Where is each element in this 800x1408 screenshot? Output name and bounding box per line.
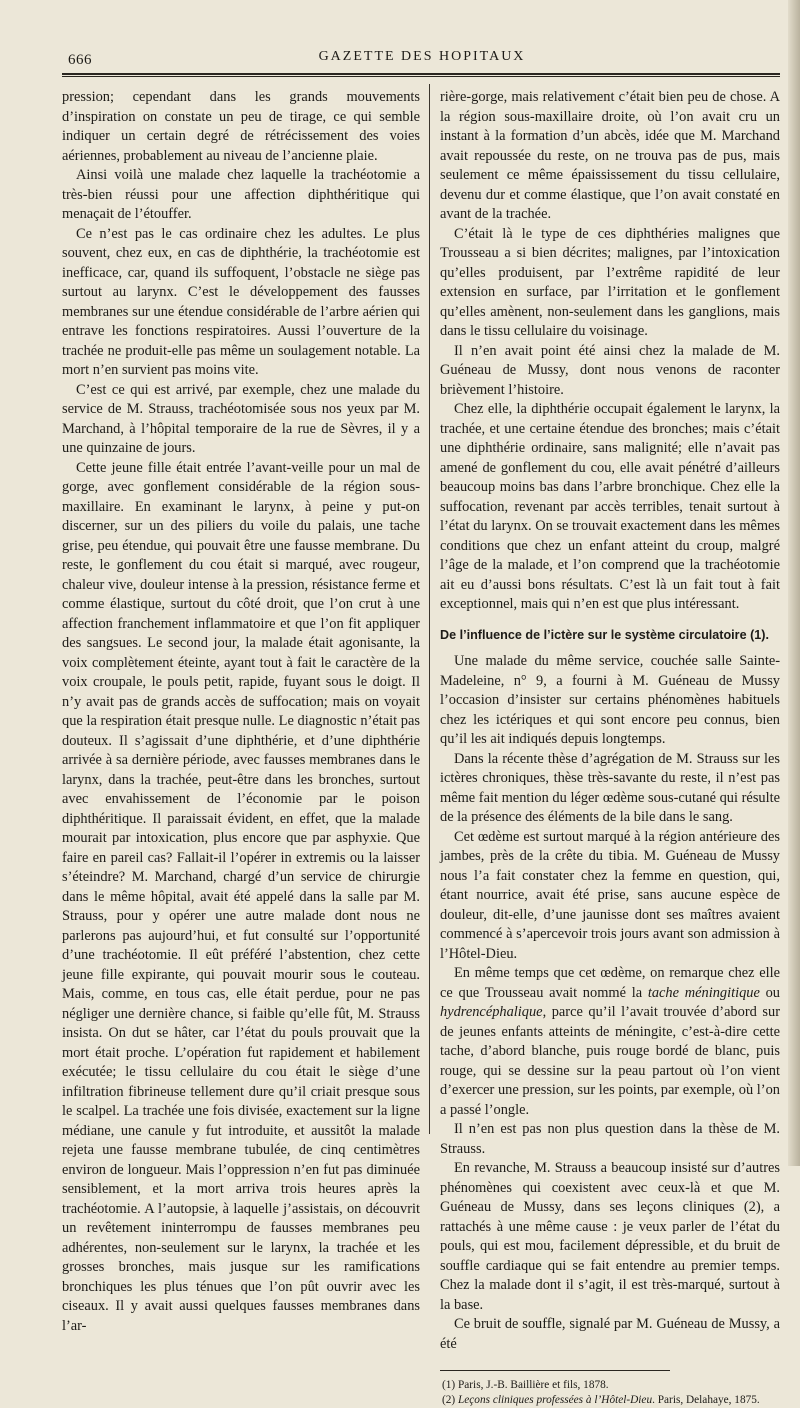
paragraph: Ce bruit de souffle, signalé par M. Guéneau de Mussy, a été <box>440 1316 780 1352</box>
paragraph: Il n’en est pas non plus question dans la thèse de M. Strauss. <box>440 1121 780 1157</box>
paragraph: Ainsi voilà une malade chez laquelle la trachéotomie a très-bien réussi pour une affection diphthéritique qui menaçait de l’étouffer. <box>62 167 420 222</box>
footnote-text: (2) <box>442 1394 458 1406</box>
paragraph: Cette jeune fille était entrée l’avant-veille pour un mal de gorge, avec gonflement considérable de la région sous-maxillaire. En examinant le larynx, à peine y put-on discerner, sur un des piliers du voile du palais, une tache grise, peu étendue, qui pouvait être une fausse membrane. Du reste, le gonflement du cou était si marqué, avec rougeur, chaleur vive, douleur intense à la pression, résistance ferme et comme élastique, surtout du côté droit, que l’on crut à une affection franchement inflammatoire et que l’on fit appliquer des sangsues. Le second jour, la malade était agonisante, la voix complètement éteinte, ayant tout à fait le caractère de la voix croupale, le pouls petit, rapide, fuyant sous le doigt. Il n’y avait pas de grands accès de suffocation; mais on voyait que la respiration était presque nulle. Le diagnostic n’était pas douteux. Il s’agissait d’une diphthérie, et d’une diphthérie arrivée à sa dernière période, avec fausses membranes dans le larynx, dans la trachée, peut-être dans les bronches, surtout avec envahissement de l’économie par le poison diphthéritique. Il paraissait évident, en effet, que la malade mourait par intoxication, plus encore que par asphyxie. Que faire en pareil cas? Fallait-il l’opérer in extremis ou la laisser s’éteindre? M. Marchand, chargé d’un service de chirurgie dans le même hôpital, avait été appelé dans la salle par M. Strauss, pour y opérer une autre malade dont nous ne parlerons pas aujourd’hui, et fut consulté sur l’opportunité d’une trachéotomie. Il eût préféré l’abstention, chez cette jeune fille expirante, qui pouvait mourir sous le couteau. Mais, comme, en tous cas, elle était perdue, pour ne pas négliger une dernière chance, si faible qu’elle fût, M. Strauss insista. On dut se hâter, car l’état du pouls prouvait que la mort était proche. L’opération fut rapidement et habilement exécutée; le tissu cellulaire du cou était le siège d’une infiltration fibrineuse tellement dure qu’il criait presque sous le scalpel. La trachée une fois divisée, exactement sur la ligne médiane, une canule y fut introduite, et aussitôt la malade rejeta une fausse membrane tubulée, de cinq centimètres environ de longueur. Mais l’oppression n’en fut pas diminuée sensiblement, et la mort arriva trois heures après la trachéotomie. A l’autopsie, à laquelle j’assistais, on découvrit un revêtement ininterrompu de fausses membranes peu adhérentes, non-seulement sur le larynx, la trachée et les grosses bronches, mais jusque sur les ramifications bronchiques les plus ténues que l’on pût ouvrir avec les ciseaux. Il y avait aussi quelques fausses membranes dans l’ar- <box>62 459 420 1334</box>
paragraph-tache <box>440 964 780 1120</box>
right-column <box>440 88 780 1408</box>
italic-term: tache méningitique <box>647 984 760 1001</box>
section-heading: De l’influence de l’ictère sur le système circulatoire (1). <box>440 627 769 642</box>
paragraph: Ce n’est pas le cas ordinaire chez les adultes. Le plus souvent, chez eux, en cas de diphthérie, la trachéotomie est inefficace, car, quand ils suffoquent, l’obstacle ne siège pas surtout au larynx. C’est le développement des fausses membranes sur une étendue considérable de l’arbre aérien qui entrave les fonctions respiratoires. Aussi l’ouverture de la trachée ne produit-elle pas même un soulagement notable. La mort n’en survient pas moins vite. <box>62 225 420 378</box>
paragraph: Cet œdème est surtout marqué à la région antérieure des jambes, près de la crête du tibia. M. Guéneau de Mussy nous l’a fait constater chez la femme en question, qui, étant nourrice, avait été prise, sans aucune espèce de douleur, dit-elle, d’une jaunisse dont ses maîtres avaient commencé à s’apercevoir trois jours avant son admission à l’Hôtel-Dieu. <box>440 828 780 962</box>
paragraph: Dans la récente thèse d’agrégation de M. Strauss sur les ictères chroniques, thèse très-savante du reste, il n’est pas même fait mention du léger œdème sous-cutané qui résulte de la présence des éléments de la bile dans le sang. <box>440 750 780 825</box>
text-run: ou <box>759 984 780 1001</box>
paragraph: C’était là le type de ces diphthéries malignes que Trousseau a si bien décrites; malignes, par l’intoxication qu’elles produisent, par l’extrême rapidité de leur extension en surface, par l’irritation et le gonflement qu’elles amènent, non-seulement dans les ganglions, mais dans le tissu cellulaire du voisinage. <box>440 225 780 339</box>
paragraph: Une malade du même service, couchée salle Sainte-Madeleine, n° 9, a fourni à M. Guéneau de Mussy l’occasion d’insister sur certains phénomènes habituels chez les ictériques et qui sont encore peu connus, bien qu’il les ait indiqués depuis longtemps. <box>440 653 780 747</box>
page-spine-shadow <box>788 0 800 1166</box>
footnote <box>442 1393 780 1408</box>
footnote: (1) Paris, J.-B. Baillière et fils, 1878. <box>442 1379 609 1391</box>
paragraph: rière-gorge, mais relativement c’était bien peu de chose. A la région sous-maxillaire droite, où l’on avait cru un instant à la formation d’un abcès, idée que M. Marchand avait repoussée du reste, on ne trouva pas de pus, mais seulement ce même épaississement du tissu cellulaire, devenu dur et comme élastique, que l’on avait constaté en avant de la trachée. <box>440 89 780 222</box>
paragraph: Chez elle, la diphthérie occupait également le larynx, la trachée, et une certaine étendue des bronches; mais c’était une diphthérie ordinaire, sans malignité; elle n’avait pas amené de gonflement du cou, elle avait pénétré d’ailleurs beaucoup moins bas dans l’arbre bronchique. Chez elle la suffocation, revenant par accès terribles, tenait surtout à l’état du larynx. On se trouvait exactement dans les mêmes conditions que chez un enfant atteint du croup, malgré l’âge de la malade, et l’on comprend que la trachéotomie ait eu d’aussi bons résultats. C’est là un fait tout à fait exceptionnel, mais qui n’en est que plus intéressant. <box>440 401 780 612</box>
left-column <box>62 88 420 1336</box>
text-run: En même temps que cet œdème, on remarque chez elle ce que Trousseau avait nommé la <box>440 965 780 1001</box>
paragraph: pression; cependant dans les grands mouvements d’inspiration on constate un peu de tirage, ce qui semble indiquer un certain degré de rétrécissement des voies aériennes, probablement au niveau de l’ancienne plaie. <box>62 89 420 164</box>
italic-term: hydrencéphalique <box>440 1004 543 1020</box>
page-number: 666 <box>68 52 92 68</box>
paragraph: Il n’en avait point été ainsi chez la malade de M. Guéneau de Mussy, dont nous venons de raconter brièvement l’histoire. <box>440 342 780 398</box>
paragraph: En revanche, M. Strauss a beaucoup insisté sur d’autres phénomènes qui coexistent avec ceux-là et que M. Guéneau de Mussy, dans ses leçons cliniques (2), a rattachés à une même cause : je veux parler de l’état du pouls, qui est mou, facilement dépressible, et du bruit de souffle cardiaque qui se fait entendre au premier temps. Chez la malade dont il s’agit, il est très-marqué, surtout à la base. <box>440 1160 780 1313</box>
footnote-rule <box>440 1370 670 1371</box>
header-rule-thick <box>62 73 780 75</box>
header-rule-thin <box>62 76 780 77</box>
paragraph: C’est ce qui est arrivé, par exemple, chez une malade du service de M. Strauss, trachéotomisée sous nos yeux par M. Marchand, à l’hôpital temporaire de la rue de Sèvres, il y a une quinzaine de jours. <box>62 381 420 456</box>
footnote-title: Leçons cliniques professées à l’Hôtel-Dieu <box>458 1394 653 1406</box>
text-run: , parce qu’il l’avait trouvée d’abord sur de jeunes enfants atteints de méningite, c’est-à-dire cette tache, d’abord blanche, puis rouge bordé de blanc, puis rouge, qui se dessine sur la peau partout où l’on vient d’exercer une pression, sur les points, par exemple, où l’on a passé l’ongle. <box>440 1004 780 1118</box>
page-header <box>62 46 782 70</box>
column-divider <box>429 84 430 1134</box>
footnote-text: . Paris, Delahaye, 1875. <box>652 1394 760 1406</box>
running-title: GAZETTE DES HOPITAUX <box>318 49 526 64</box>
